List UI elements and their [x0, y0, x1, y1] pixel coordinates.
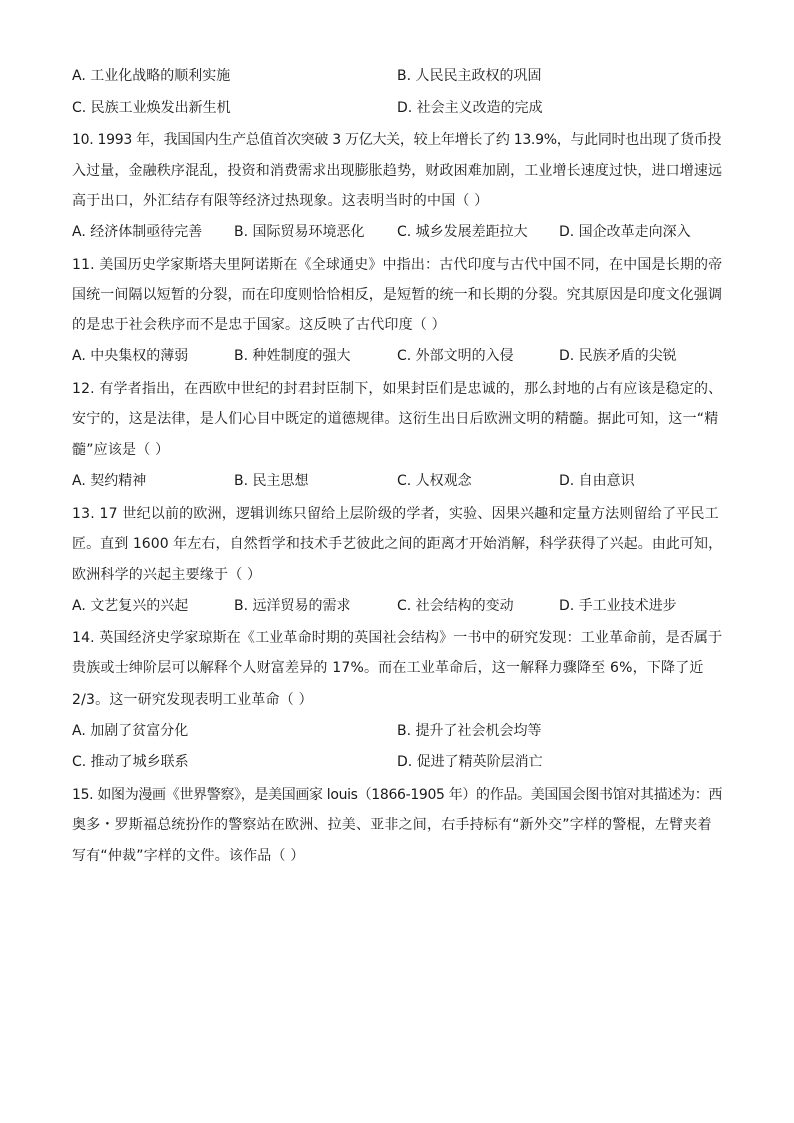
q12-line-2: 安宁的，这是法律，是人们心目中既定的道德规律。这衍生出日后欧洲文明的精髓。据此可知，这一“精 — [72, 411, 719, 427]
q11-option-b: B. 种姓制度的强大 — [234, 348, 351, 364]
q13-option-c: C. 社会结构的变动 — [397, 598, 514, 614]
q15-line-3: 写有“仲裁”字样的文件。该作品（ ） — [72, 848, 305, 864]
q13-line-3: 欧洲科学的兴起主要缘于（ ） — [72, 567, 262, 583]
q13-option-a: A. 文艺复兴的兴起 — [72, 598, 189, 614]
q14-option-a: A. 加剧了贫富分化 — [72, 723, 189, 739]
q11-option-c: C. 外部文明的入侵 — [397, 348, 514, 364]
q11-line-2: 国统一间隔以短暂的分裂，而在印度则恰恰相反，是短暂的统一和长期的分裂。究其原因是印度文化强调 — [72, 287, 723, 303]
q14-option-d: D. 促进了精英阶层消亡 — [397, 754, 543, 770]
q10-line-2: 入过量，金融秩序混乱，投资和消费需求出现膨胀趋势，财政困难加剧，工业增长速度过快，进口增速远 — [72, 163, 723, 179]
q13-option-d: D. 手工业技术进步 — [559, 598, 677, 614]
q14-option-b: B. 提升了社会机会均等 — [397, 723, 542, 739]
q12-option-d: D. 自由意识 — [559, 473, 635, 489]
q10-option-c: C. 城乡发展差距拉大 — [397, 224, 528, 240]
q11-option-d: D. 民族矛盾的尖锐 — [559, 348, 677, 364]
q10-line-1: 10. 1993 年，我国国内生产总值首次突破 3 万亿大关，较上年增长了约 13.9%，与此同时也出现了货币投 — [72, 132, 722, 148]
q11-line-1: 11. 美国历史学家斯塔夫里阿诺斯在《全球通史》中指出：古代印度与古代中国不同，在中国是长期的帝 — [72, 257, 723, 273]
q14-line-3: 2/3。这一研究发现表明工业革命（ ） — [72, 692, 313, 708]
q11-line-3: 的是忠于社会秩序而不是忠于国家。这反映了古代印度（ ） — [72, 317, 446, 333]
q12-option-b: B. 民主思想 — [234, 473, 309, 489]
q13-line-2: 匠。直到 1600 年左右，自然哲学和技术手艺彼此之间的距离才开始消解，科学获得了兴起。由此可知， — [72, 536, 723, 552]
q9-option-d: D. 社会主义改造的完成 — [397, 100, 543, 116]
q9-option-c: C. 民族工业焕发出新生机 — [72, 100, 231, 116]
q10-line-3: 高于出口，外汇结存有限等经济过热现象。这表明当时的中国（ ） — [72, 193, 489, 209]
q12-line-1: 12. 有学者指出，在西欧中世纪的封君封臣制下，如果封臣们是忠诚的，那么封地的占有应该是稳定的、 — [72, 381, 723, 397]
q14-line-1: 14. 英国经济史学家琼斯在《工业革命时期的英国社会结构》一书中的研究发现：工业革命前，是否属于 — [72, 630, 723, 646]
q12-option-c: C. 人权观念 — [397, 473, 472, 489]
q14-option-c: C. 推动了城乡联系 — [72, 754, 189, 770]
q11-option-a: A. 中央集权的薄弱 — [72, 348, 189, 364]
q14-line-2: 贵族或士绅阶层可以解释个人财富差异的 17%。而在工业革命后，这一解释力骤降至 6%，下降了近 — [72, 660, 704, 676]
q12-line-3: 髓”应该是（ ） — [72, 442, 170, 458]
q10-option-d: D. 国企改革走向深入 — [559, 224, 691, 240]
q9-option-a: A. 工业化战略的顺利实施 — [72, 68, 231, 84]
q10-option-b: B. 国际贸易环境恶化 — [234, 224, 365, 240]
q13-line-1: 13. 17 世纪以前的欧洲，逻辑训练只留给上层阶级的学者，实验、因果兴趣和定量方法则留给了平民工 — [72, 506, 719, 522]
q9-option-b: B. 人民民主政权的巩固 — [397, 68, 542, 84]
q12-option-a: A. 契约精神 — [72, 473, 147, 489]
q15-line-1: 15. 如图为漫画《世界警察》，是美国画家 louis（1866-1905 年）的作品。美国国会图书馆对其描述为：西 — [72, 787, 723, 803]
q10-option-a: A. 经济体制亟待完善 — [72, 224, 203, 240]
q13-option-b: B. 远洋贸易的需求 — [234, 598, 351, 614]
q15-line-2: 奥多・罗斯福总统扮作的警察站在欧洲、拉美、亚非之间，右手持标有“新外交”字样的警棍，左臂夹着 — [72, 817, 712, 833]
